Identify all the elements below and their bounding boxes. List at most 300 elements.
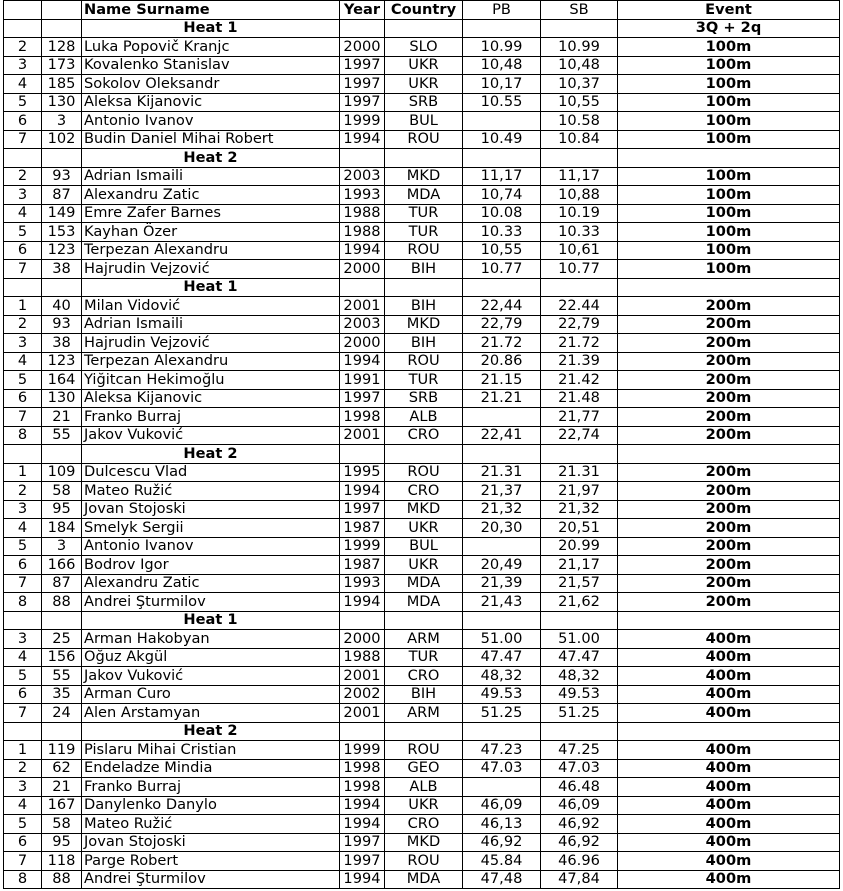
pb-cell: 47.23 — [463, 741, 541, 760]
year-cell: 1998 — [340, 778, 385, 797]
athlete-row — [4, 56, 840, 75]
event-cell: 200m — [618, 593, 840, 612]
sb-cell: 21.39 — [541, 352, 618, 371]
sb-cell: 47.47 — [541, 648, 618, 667]
heat-country-cell — [385, 722, 463, 741]
pb-cell: 46,13 — [463, 815, 541, 834]
pb-cell: 21.15 — [463, 371, 541, 390]
lane-cell: 5 — [4, 537, 42, 556]
pb-cell: 20,49 — [463, 556, 541, 575]
name-cell: Oğuz Akgül — [82, 648, 340, 667]
bib-cell: 35 — [42, 685, 82, 704]
athlete-row — [4, 704, 840, 723]
pb-cell: 51.00 — [463, 630, 541, 649]
event-cell: 400m — [618, 852, 840, 871]
heat-pb-cell — [463, 278, 541, 297]
country-cell: CRO — [385, 667, 463, 686]
sb-cell: 47.03 — [541, 759, 618, 778]
pb-cell: 21.31 — [463, 463, 541, 482]
heat-row — [4, 445, 840, 464]
pb-cell: 48,32 — [463, 667, 541, 686]
heat-sb-cell — [541, 722, 618, 741]
name-cell: Adrian Ismaili — [82, 167, 340, 186]
country-cell: UKR — [385, 796, 463, 815]
pb-cell: 21,37 — [463, 482, 541, 501]
sb-cell: 10,48 — [541, 56, 618, 75]
bib-cell: 88 — [42, 870, 82, 889]
year-cell: 1994 — [340, 352, 385, 371]
heat-lane-cell — [4, 611, 42, 630]
bib-cell: 40 — [42, 297, 82, 316]
athlete-row — [4, 204, 840, 223]
event-cell: 400m — [618, 667, 840, 686]
year-cell: 2001 — [340, 667, 385, 686]
country-cell: TUR — [385, 648, 463, 667]
lane-cell: 7 — [4, 260, 42, 279]
event-cell: 200m — [618, 315, 840, 334]
bib-cell: 119 — [42, 741, 82, 760]
name-cell: Terpezan Alexandru — [82, 241, 340, 260]
year-cell: 2002 — [340, 685, 385, 704]
athlete-row — [4, 389, 840, 408]
country-cell: ROU — [385, 352, 463, 371]
lane-cell: 2 — [4, 482, 42, 501]
country-cell: MDA — [385, 593, 463, 612]
country-cell: CRO — [385, 815, 463, 834]
pb-cell: 10,48 — [463, 56, 541, 75]
lane-cell: 8 — [4, 593, 42, 612]
pb-cell: 21,39 — [463, 574, 541, 593]
bib-cell: 153 — [42, 223, 82, 242]
year-cell: 2000 — [340, 630, 385, 649]
country-cell: SRB — [385, 93, 463, 112]
bib-cell: 25 — [42, 630, 82, 649]
lane-header — [4, 1, 42, 20]
athlete-row — [4, 93, 840, 112]
lane-cell: 4 — [4, 796, 42, 815]
pb-cell — [463, 112, 541, 131]
pb-cell: 49.53 — [463, 685, 541, 704]
country-cell: BUL — [385, 112, 463, 131]
heat-note: 3Q + 2q — [618, 19, 840, 38]
event-cell: 400m — [618, 630, 840, 649]
heat-year-cell — [340, 19, 385, 38]
event-cell: 400m — [618, 704, 840, 723]
pb-cell: 51.25 — [463, 704, 541, 723]
name-cell: Danylenko Danylo — [82, 796, 340, 815]
heat-country-cell — [385, 278, 463, 297]
year-cell: 1997 — [340, 852, 385, 871]
heat-title: Heat 1 — [82, 19, 340, 38]
athlete-row — [4, 75, 840, 94]
country-cell: BIH — [385, 260, 463, 279]
sb-cell: 51.25 — [541, 704, 618, 723]
lane-cell: 3 — [4, 186, 42, 205]
event-cell: 400m — [618, 796, 840, 815]
sb-cell: 10,61 — [541, 241, 618, 260]
bib-cell: 58 — [42, 815, 82, 834]
lane-cell: 7 — [4, 704, 42, 723]
country-cell: MDA — [385, 870, 463, 889]
year-cell: 1999 — [340, 741, 385, 760]
country-cell: BIH — [385, 297, 463, 316]
header-row — [4, 1, 840, 20]
pb-cell: 47.47 — [463, 648, 541, 667]
athlete-row — [4, 260, 840, 279]
athlete-row — [4, 112, 840, 131]
heat-year-cell — [340, 149, 385, 168]
lane-cell: 7 — [4, 130, 42, 149]
year-cell: 1988 — [340, 648, 385, 667]
year-cell: 1997 — [340, 389, 385, 408]
year-cell: 2001 — [340, 426, 385, 445]
heat-lane-cell — [4, 149, 42, 168]
year-cell: 1995 — [340, 463, 385, 482]
event-cell: 400m — [618, 778, 840, 797]
name-cell: Endeladze Mindia — [82, 759, 340, 778]
event-cell: 100m — [618, 204, 840, 223]
year-cell: 1994 — [340, 130, 385, 149]
country-cell: SLO — [385, 38, 463, 57]
year-cell: 1997 — [340, 833, 385, 852]
bib-cell: 185 — [42, 75, 82, 94]
pb-cell: 21.72 — [463, 334, 541, 353]
heat-title: Heat 1 — [82, 278, 340, 297]
country-header: Country — [385, 1, 463, 20]
year-cell: 1994 — [340, 241, 385, 260]
bib-cell: 118 — [42, 852, 82, 871]
athlete-row — [4, 186, 840, 205]
sb-cell: 22,74 — [541, 426, 618, 445]
bib-cell: 128 — [42, 38, 82, 57]
year-cell: 1998 — [340, 759, 385, 778]
name-cell: Budin Daniel Mihai Robert — [82, 130, 340, 149]
country-cell: ROU — [385, 241, 463, 260]
athlete-row — [4, 667, 840, 686]
heat-pb-cell — [463, 149, 541, 168]
heat-lane-cell — [4, 19, 42, 38]
athlete-row — [4, 556, 840, 575]
name-cell: Bodrov Igor — [82, 556, 340, 575]
event-cell: 200m — [618, 426, 840, 445]
country-cell: ALB — [385, 408, 463, 427]
year-cell: 2001 — [340, 704, 385, 723]
lane-cell: 4 — [4, 204, 42, 223]
heat-row — [4, 19, 840, 38]
heat-row — [4, 278, 840, 297]
lane-cell: 7 — [4, 852, 42, 871]
event-cell: 100m — [618, 223, 840, 242]
event-cell: 200m — [618, 408, 840, 427]
sb-cell: 46.96 — [541, 852, 618, 871]
pb-cell — [463, 778, 541, 797]
country-cell: ROU — [385, 463, 463, 482]
athlete-row — [4, 630, 840, 649]
event-cell: 400m — [618, 870, 840, 889]
heat-lane-cell — [4, 278, 42, 297]
bib-cell: 184 — [42, 519, 82, 538]
name-cell: Andrei Şturmilov — [82, 593, 340, 612]
event-cell: 200m — [618, 334, 840, 353]
event-cell: 200m — [618, 352, 840, 371]
name-cell: Pislaru Mihai Cristian — [82, 741, 340, 760]
athlete-row — [4, 315, 840, 334]
event-cell: 200m — [618, 389, 840, 408]
sb-cell: 20,51 — [541, 519, 618, 538]
sb-cell: 21.72 — [541, 334, 618, 353]
athlete-row — [4, 38, 840, 57]
heat-pb-cell — [463, 722, 541, 741]
name-cell: Emre Zafer Barnes — [82, 204, 340, 223]
country-cell: MKD — [385, 500, 463, 519]
bib-cell: 95 — [42, 833, 82, 852]
name-cell: Sokolov Oleksandr — [82, 75, 340, 94]
country-cell: MDA — [385, 574, 463, 593]
heat-note — [618, 149, 840, 168]
athlete-row — [4, 537, 840, 556]
bib-cell: 88 — [42, 593, 82, 612]
bib-cell: 130 — [42, 93, 82, 112]
heat-pb-cell — [463, 19, 541, 38]
bib-cell: 164 — [42, 371, 82, 390]
athlete-row — [4, 833, 840, 852]
name-cell: Kovalenko Stanislav — [82, 56, 340, 75]
name-cell: Yiğitcan Hekimoğlu — [82, 371, 340, 390]
name-cell: Mateo Ružić — [82, 482, 340, 501]
event-cell: 100m — [618, 130, 840, 149]
lane-cell: 7 — [4, 408, 42, 427]
pb-cell: 10.55 — [463, 93, 541, 112]
pb-cell: 10.49 — [463, 130, 541, 149]
event-cell: 100m — [618, 112, 840, 131]
sb-cell: 10.99 — [541, 38, 618, 57]
bib-cell: 93 — [42, 315, 82, 334]
pb-cell: 11,17 — [463, 167, 541, 186]
heat-bib-cell — [42, 445, 82, 464]
event-cell: 100m — [618, 260, 840, 279]
heat-year-cell — [340, 722, 385, 741]
bib-header — [42, 1, 82, 20]
sb-cell: 21,77 — [541, 408, 618, 427]
heat-sb-cell — [541, 19, 618, 38]
event-cell: 400m — [618, 833, 840, 852]
name-cell: Antonio Ivanov — [82, 112, 340, 131]
bib-cell: 149 — [42, 204, 82, 223]
country-cell: MKD — [385, 833, 463, 852]
pb-cell: 47,48 — [463, 870, 541, 889]
event-cell: 400m — [618, 741, 840, 760]
country-cell: TUR — [385, 371, 463, 390]
year-cell: 1994 — [340, 593, 385, 612]
heat-country-cell — [385, 611, 463, 630]
lane-cell: 3 — [4, 334, 42, 353]
country-cell: MDA — [385, 186, 463, 205]
heat-bib-cell — [42, 611, 82, 630]
sb-cell: 22.44 — [541, 297, 618, 316]
bib-cell: 55 — [42, 426, 82, 445]
bib-cell: 38 — [42, 334, 82, 353]
heat-row — [4, 611, 840, 630]
athlete-row — [4, 223, 840, 242]
name-cell: Andrei Şturmilov — [82, 870, 340, 889]
bib-cell: 173 — [42, 56, 82, 75]
year-cell: 1997 — [340, 93, 385, 112]
lane-cell: 6 — [4, 241, 42, 260]
lane-cell: 2 — [4, 167, 42, 186]
year-cell: 1997 — [340, 75, 385, 94]
name-cell: Jovan Stojoski — [82, 500, 340, 519]
sb-header: SB — [541, 1, 618, 20]
lane-cell: 5 — [4, 371, 42, 390]
athlete-row — [4, 241, 840, 260]
lane-cell: 2 — [4, 38, 42, 57]
heat-country-cell — [385, 149, 463, 168]
athlete-row — [4, 130, 840, 149]
sb-cell: 10.33 — [541, 223, 618, 242]
event-cell: 100m — [618, 38, 840, 57]
athlete-row — [4, 352, 840, 371]
event-cell: 100m — [618, 186, 840, 205]
sb-cell: 10.19 — [541, 204, 618, 223]
athlete-row — [4, 519, 840, 538]
name-cell: Franko Burraj — [82, 408, 340, 427]
name-cell: Arman Hakobyan — [82, 630, 340, 649]
name-cell: Aleksa Kijanovic — [82, 93, 340, 112]
pb-cell: 20,30 — [463, 519, 541, 538]
event-cell: 400m — [618, 648, 840, 667]
sb-cell: 51.00 — [541, 630, 618, 649]
name-cell: Antonio Ivanov — [82, 537, 340, 556]
lane-cell: 3 — [4, 500, 42, 519]
pb-cell: 21,32 — [463, 500, 541, 519]
event-cell: 200m — [618, 537, 840, 556]
lane-cell: 6 — [4, 556, 42, 575]
athlete-row — [4, 574, 840, 593]
year-cell: 1987 — [340, 519, 385, 538]
athlete-row — [4, 463, 840, 482]
country-cell: ALB — [385, 778, 463, 797]
heat-country-cell — [385, 445, 463, 464]
bib-cell: 109 — [42, 463, 82, 482]
name-cell: Alexandru Zatic — [82, 574, 340, 593]
lane-cell: 3 — [4, 630, 42, 649]
heat-sb-cell — [541, 445, 618, 464]
country-cell: TUR — [385, 223, 463, 242]
sb-cell: 46,92 — [541, 833, 618, 852]
sb-cell: 21.48 — [541, 389, 618, 408]
pb-cell: 22,44 — [463, 297, 541, 316]
event-cell: 100m — [618, 75, 840, 94]
heat-note — [618, 278, 840, 297]
lane-cell: 3 — [4, 778, 42, 797]
bib-cell: 3 — [42, 112, 82, 131]
athlete-row — [4, 778, 840, 797]
event-cell: 200m — [618, 297, 840, 316]
country-cell: BIH — [385, 685, 463, 704]
heat-year-cell — [340, 445, 385, 464]
pb-cell: 20.86 — [463, 352, 541, 371]
year-cell: 1993 — [340, 574, 385, 593]
sb-cell: 47.25 — [541, 741, 618, 760]
country-cell: MKD — [385, 167, 463, 186]
heat-sb-cell — [541, 611, 618, 630]
lane-cell: 4 — [4, 352, 42, 371]
event-cell: 200m — [618, 556, 840, 575]
lane-cell: 4 — [4, 648, 42, 667]
year-cell: 1994 — [340, 482, 385, 501]
name-cell: Parge Robert — [82, 852, 340, 871]
name-cell: Alexandru Zatic — [82, 186, 340, 205]
heat-row — [4, 722, 840, 741]
year-cell: 1999 — [340, 112, 385, 131]
lane-cell: 5 — [4, 93, 42, 112]
pb-cell — [463, 537, 541, 556]
year-cell: 1987 — [340, 556, 385, 575]
sb-cell: 46.48 — [541, 778, 618, 797]
heat-results-table — [3, 0, 840, 889]
sb-cell: 10,55 — [541, 93, 618, 112]
country-cell: UKR — [385, 75, 463, 94]
heat-note — [618, 445, 840, 464]
heat-year-cell — [340, 611, 385, 630]
name-cell: Kayhan Özer — [82, 223, 340, 242]
athlete-row — [4, 297, 840, 316]
country-cell: BIH — [385, 334, 463, 353]
pb-cell: 46,09 — [463, 796, 541, 815]
heat-country-cell — [385, 19, 463, 38]
lane-cell: 5 — [4, 667, 42, 686]
pb-header: PB — [463, 1, 541, 20]
sb-cell: 10.58 — [541, 112, 618, 131]
event-header: Event — [618, 1, 840, 20]
country-cell: BUL — [385, 537, 463, 556]
name-cell: Terpezan Alexandru — [82, 352, 340, 371]
sb-cell: 49.53 — [541, 685, 618, 704]
lane-cell: 3 — [4, 56, 42, 75]
sb-cell: 10.77 — [541, 260, 618, 279]
name-cell: Smelyk Sergii — [82, 519, 340, 538]
event-cell: 200m — [618, 500, 840, 519]
year-cell: 1994 — [340, 870, 385, 889]
bib-cell: 24 — [42, 704, 82, 723]
sb-cell: 22,79 — [541, 315, 618, 334]
event-cell: 400m — [618, 759, 840, 778]
heat-pb-cell — [463, 611, 541, 630]
heat-sb-cell — [541, 278, 618, 297]
lane-cell: 4 — [4, 75, 42, 94]
name-cell: Adrian Ismaili — [82, 315, 340, 334]
bib-cell: 55 — [42, 667, 82, 686]
lane-cell: 5 — [4, 815, 42, 834]
athlete-row — [4, 167, 840, 186]
bib-cell: 58 — [42, 482, 82, 501]
country-cell: MKD — [385, 315, 463, 334]
event-cell: 100m — [618, 241, 840, 260]
heat-lane-cell — [4, 445, 42, 464]
year-cell: 1994 — [340, 796, 385, 815]
bib-cell: 130 — [42, 389, 82, 408]
lane-cell: 6 — [4, 112, 42, 131]
event-cell: 100m — [618, 93, 840, 112]
athlete-row — [4, 408, 840, 427]
name-cell: Jakov Vuković — [82, 426, 340, 445]
year-cell: 1988 — [340, 223, 385, 242]
pb-cell: 10.77 — [463, 260, 541, 279]
athlete-row — [4, 500, 840, 519]
bib-cell: 38 — [42, 260, 82, 279]
event-cell: 200m — [618, 371, 840, 390]
sb-cell: 10.84 — [541, 130, 618, 149]
